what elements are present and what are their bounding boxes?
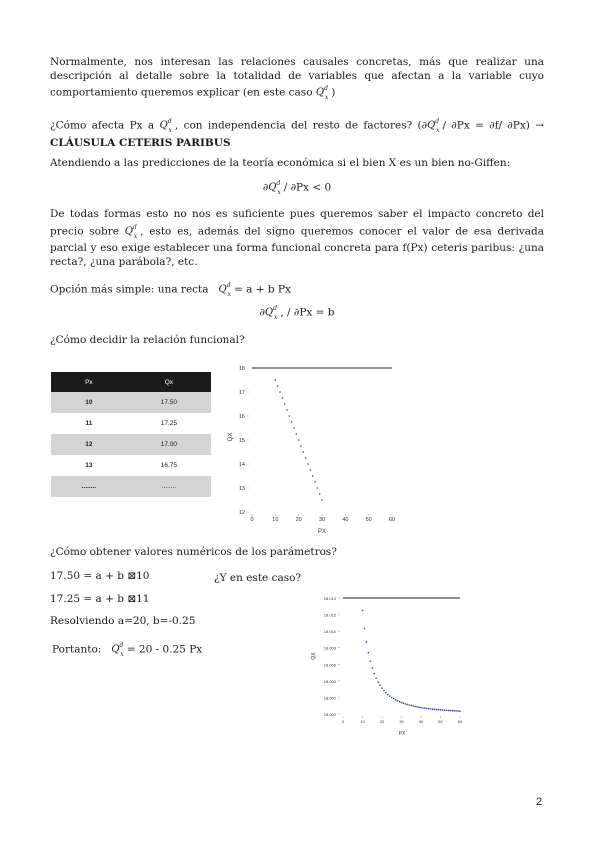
data-point (399, 701, 401, 703)
data-point (284, 403, 286, 405)
table-row: 11 17.25 (51, 413, 211, 434)
data-point (405, 703, 407, 705)
data-point (422, 707, 424, 709)
linear-demand-chart (222, 360, 402, 540)
data-point (387, 694, 389, 696)
data-point (440, 709, 442, 711)
intro-paragraph: Normalmente, nos interesan las relaciones causales concretas, más que realizar una descripción al detalle sobre la totalidad de variables que afectan a la variable cuyo comportamiento queremos explicar (en este caso $Q^d_x$ ) (50, 56, 544, 102)
x-tick-label: 30 (318, 517, 326, 523)
data-point (321, 499, 323, 501)
x-tick-label: 10 (360, 719, 365, 724)
data-point (393, 698, 395, 700)
y-tick-label: 13 (238, 486, 245, 492)
data-point (442, 709, 444, 711)
y-tick-label: 15 (238, 438, 245, 444)
x-tick-label: 60 (388, 517, 396, 523)
data-point (381, 687, 383, 689)
table-header-px: Px (51, 372, 127, 392)
data-point (277, 385, 279, 387)
data-point (305, 457, 307, 459)
price-quantity-table (51, 372, 211, 497)
data-point (385, 692, 387, 694)
data-point (317, 487, 319, 489)
data-point (362, 610, 364, 612)
table-header-qx: Qx (127, 372, 211, 392)
x-tick-label: 50 (438, 719, 443, 724)
y-tick-label: 18.008 (323, 645, 336, 651)
data-point (395, 699, 397, 701)
data-point (279, 391, 281, 393)
data-point (420, 707, 422, 709)
x-tick-label: 20 (295, 517, 302, 523)
data-point (298, 439, 300, 441)
x-axis-label: PX (398, 731, 406, 737)
data-point (449, 710, 451, 712)
data-point (364, 628, 366, 630)
data-point (303, 451, 305, 453)
x-tick-label: 30 (399, 719, 404, 724)
x-tick-label: 50 (365, 517, 372, 523)
data-point (451, 710, 453, 712)
y-tick-label: 18.006 (323, 662, 336, 668)
data-point (366, 641, 368, 643)
data-point (434, 708, 436, 710)
data-point (282, 397, 284, 399)
data-point (314, 481, 316, 483)
data-point (409, 704, 411, 706)
data-point (455, 710, 457, 712)
data-point (391, 697, 393, 699)
data-point (412, 705, 414, 707)
qd-symbol: $Q^d_x$ (315, 85, 329, 102)
x-tick-label: 10 (272, 517, 279, 523)
data-point (375, 677, 377, 679)
equation-sign: $\partial Q^d_x / \partial Px < 0$ (262, 180, 332, 197)
qd-symbol: $Q^d_x$ (268, 180, 281, 197)
data-point (426, 708, 428, 710)
qd-symbol: $Q^d_x$ (159, 118, 172, 135)
question-parameters: ¿Cómo obtener valores numéricos de los parámetros? (50, 546, 337, 558)
data-point (373, 673, 375, 675)
data-point (289, 415, 291, 417)
x-tick-label: 60 (457, 719, 463, 724)
table-row: 10 17.50 (51, 392, 211, 413)
data-point (310, 469, 312, 471)
qd-symbol: $Q^d_x$ (427, 118, 440, 135)
y-tick-label: 18.002 (323, 695, 336, 701)
data-point (371, 667, 373, 669)
data-point (430, 708, 432, 710)
no-giffen-paragraph: Atendiendo a las predicciones de la teoría económica si el bien X es un bien no-Giffen: (50, 157, 511, 169)
data-point (424, 707, 426, 709)
y-tick-label: 17 (238, 390, 245, 396)
equation-a: 17.50 = a + b ⊠10 (50, 570, 150, 582)
data-point (444, 709, 446, 711)
y-tick-label: 14 (238, 462, 245, 468)
data-point (436, 709, 438, 711)
data-point (446, 709, 448, 711)
x-tick-label: 0 (341, 719, 345, 724)
data-point (407, 704, 409, 706)
y-axis-label: QX (228, 432, 234, 442)
data-point (459, 710, 461, 712)
data-point (389, 695, 391, 697)
functional-form-paragraph: De todas formas esto no nos es suficiente pues queremos saber el impacto concreto del precio sobre $Q^d_x$ , esto es, además del signo queremos conocer el valor de esa derivada parcial y eso exige establecer una forma funcional concreta para f(Px) ceteris paribus: ¿una recta?, ¿una parábola?, etc. (50, 208, 544, 268)
table-row: 13 16.75 (51, 455, 211, 476)
data-point (453, 710, 455, 712)
x-tick-label: 0 (250, 517, 254, 523)
y-axis-label: QX (311, 652, 317, 660)
equation-b: 17.25 = a + b ⊠11 (50, 593, 150, 605)
data-point (293, 427, 295, 429)
data-point (432, 708, 434, 710)
x-tick-label: 20 (379, 719, 385, 724)
data-point (410, 705, 412, 707)
data-point (377, 681, 379, 683)
table-row: 12 17.00 (51, 434, 211, 455)
table-row: ........ ........ (51, 476, 211, 497)
page-number: 2 (536, 796, 543, 808)
y-tick-label: 18.012 (323, 612, 336, 618)
data-point (418, 706, 420, 708)
x-axis-label: PX (317, 529, 327, 535)
nonlinear-demand-chart (305, 590, 470, 740)
data-point (438, 709, 440, 711)
data-point (379, 685, 381, 687)
question-this-case: ¿Y en este caso? (214, 572, 302, 584)
y-tick-label: 12 (238, 510, 245, 516)
data-point (368, 652, 370, 654)
data-point (457, 710, 459, 712)
data-point (428, 708, 430, 710)
y-tick-label: 16 (238, 414, 245, 420)
y-tick-label: 18.000 (323, 712, 336, 717)
qd-symbol: $Q^d_x$ (111, 642, 124, 659)
data-point (300, 445, 302, 447)
x-tick-label: 40 (418, 719, 424, 724)
data-point (383, 690, 385, 692)
solution: Resolviendo a=20, b=-0.25 (50, 615, 196, 627)
therefore-line: Portanto: $Q^d_x = 20 - 0.25$ Px (52, 642, 203, 659)
data-point (275, 379, 277, 381)
ceteris-paragraph: ¿Cómo afecta Px a $Q^d_x$ , con independencia del resto de factores? ($\partial Q^d_x / \partial Px = \partial f/$ ∂Px) → CLÁUSULA CETERIS PARIBUS (50, 118, 544, 149)
qd-symbol: $Q^d_x$ (124, 223, 138, 240)
y-tick-label: 18 (238, 366, 245, 372)
x-tick-label: 40 (342, 517, 349, 523)
data-point (312, 475, 314, 477)
data-point (319, 493, 321, 495)
equation-slope: $\partial Q^d_x$ , / ∂Px = b (259, 305, 335, 322)
linear-option-paragraph: Opción más simple: una recta $Q^d_x = a + b$ Px (50, 282, 291, 299)
data-point (370, 660, 372, 662)
data-point (401, 702, 403, 704)
question-functional-relation: ¿Cómo decidir la relación funcional? (50, 334, 245, 346)
qd-symbol: $Q^d_x$ (218, 282, 231, 299)
data-point (286, 409, 288, 411)
qd-symbol: $Q^d_x$ (264, 305, 278, 322)
data-point (291, 421, 293, 423)
data-point (448, 710, 450, 712)
data-point (403, 702, 405, 704)
y-tick-label: 18.004 (323, 678, 336, 684)
y-tick-label: 18.014 (323, 596, 336, 601)
data-point (397, 700, 399, 702)
data-point (296, 433, 298, 435)
data-point (307, 463, 309, 465)
data-point (414, 706, 416, 708)
data-point (416, 706, 418, 708)
y-tick-label: 18.010 (323, 629, 336, 635)
ceteris-paribus-label: CLÁUSULA CETERIS PARIBUS (50, 136, 231, 149)
